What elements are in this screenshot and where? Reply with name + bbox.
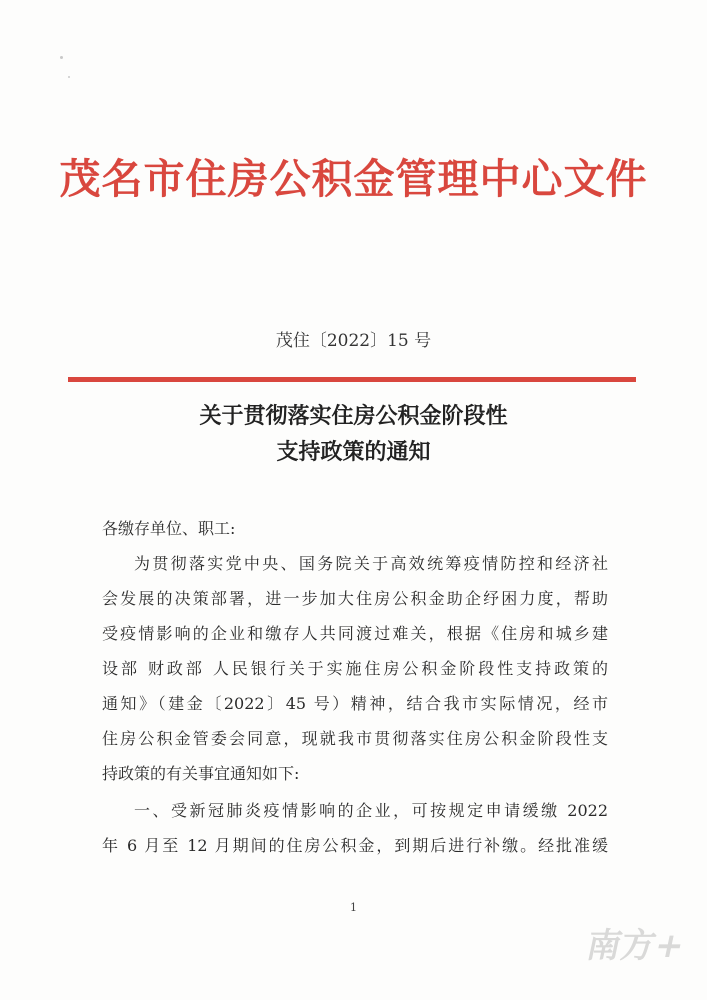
notice-title-line-2: 支持政策的通知 [276, 440, 431, 465]
scan-speck [60, 56, 63, 59]
body-line: 会发展的决策部署，进一步加大住房公积金助企纾困力度，帮助 [102, 589, 608, 608]
body-line: 设部 财政部 人民银行关于实施住房公积金阶段性支持政策的 [102, 659, 608, 678]
salutation: 各缴存单位、职工: [102, 519, 236, 538]
page-number: 1 [350, 901, 357, 914]
notice-title-line-1: 关于贯彻落实住房公积金阶段性 [199, 404, 508, 429]
red-divider-line [68, 377, 636, 382]
scan-speck [68, 76, 70, 78]
document-number: 茂住〔2022〕15 号 [275, 331, 432, 351]
header-title: 茂名市住房公积金管理中心文件 [59, 155, 648, 203]
body-line: 通知》（建金〔2022〕45 号）精神，结合我市实际情况，经市 [102, 694, 608, 713]
body-line: 年 6 月至 12 月期间的住房公积金，到期后进行补缴。经批准缓 [102, 836, 608, 855]
watermark-logo: 南方+ [583, 926, 689, 966]
body-line: 一、受新冠肺炎疫情影响的企业，可按规定申请缓缴 2022 [134, 801, 608, 820]
body-line: 住房公积金管委会同意，现就我市贯彻落实住房公积金阶段性支 [102, 729, 608, 748]
body-line: 为贯彻落实党中央、国务院关于高效统筹疫情防控和经济社 [134, 554, 608, 573]
body-line: 持政策的有关事宜通知如下: [102, 764, 300, 783]
body-line: 受疫情影响的企业和缴存人共同渡过难关，根据《住房和城乡建 [102, 624, 608, 643]
